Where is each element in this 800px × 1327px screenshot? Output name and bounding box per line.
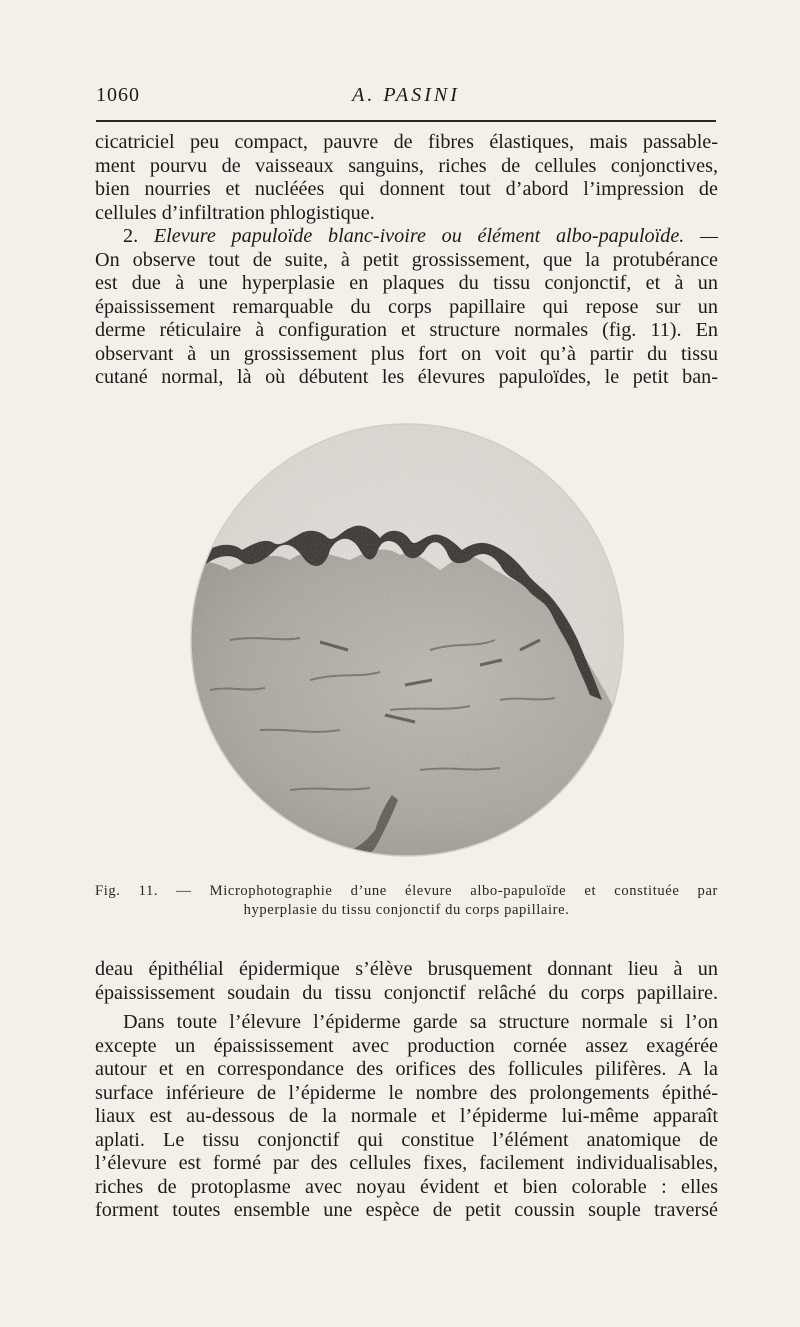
page-header bbox=[96, 84, 716, 114]
text-line: est due à une hyperplasie en plaques du tissu conjonctif, et à un bbox=[95, 272, 718, 294]
page-number: 1060 bbox=[96, 84, 140, 106]
paragraph-4 bbox=[95, 1011, 718, 1223]
figure-caption bbox=[95, 882, 718, 920]
micrograph-figure bbox=[170, 410, 650, 880]
text-line: épaississement remarquable du corps papillaire qui repose sur un bbox=[95, 295, 718, 318]
running-head: A. PASINI bbox=[352, 84, 460, 106]
text-line: liaux est au-dessous de la normale et l’épiderme lui-même apparaît bbox=[95, 1105, 718, 1127]
text-line: autour et en correspondance des orifices des follicules pilifères. A la bbox=[95, 1058, 718, 1080]
paragraph-2 bbox=[95, 225, 718, 390]
text-line: deau épithélial épidermique s’élève brusquement donnant lieu à un bbox=[95, 958, 718, 980]
text-line: excepte un épaississement avec production cornée assez exagérée bbox=[95, 1034, 718, 1057]
caption-line: hyperplasie du tissu conjonctif du corps papillaire. bbox=[243, 902, 570, 918]
text-line: observant à un grossissement plus fort on voit qu’à partir du tissu bbox=[95, 342, 718, 365]
micrograph-image bbox=[170, 410, 650, 880]
text-line: On observe tout de suite, à petit grossissement, que la protubérance bbox=[95, 248, 718, 271]
text-line: bien nourries et nucléées qui donnent tout d’abord l’impression de bbox=[95, 178, 718, 200]
text-line: cicatriciel peu compact, pauvre de fibres élastiques, mais passable- bbox=[95, 131, 718, 153]
text-line: forment toutes ensemble une espèce de petit coussin souple traversé bbox=[95, 1199, 718, 1221]
text-line bbox=[95, 1011, 718, 1035]
text-line: cutané normal, là où débutent les élevures papuloïdes, le petit ban- bbox=[95, 366, 718, 388]
section-heading: Elevure papuloïde blanc-ivoire ou élément albo-papuloïde. — bbox=[153, 225, 719, 247]
text-line: derme réticulaire à configuration et structure normales (fig. 11). En bbox=[95, 319, 718, 341]
text-line-content: Dans toute l’élevure l’épiderme garde sa structure normale si l’on bbox=[123, 1011, 718, 1033]
text-line: aplati. Le tissu conjonctif qui constitue l’élément anatomique de bbox=[95, 1128, 718, 1151]
header-rule bbox=[96, 120, 716, 122]
section-heading-line bbox=[95, 225, 718, 249]
text-line: ment pourvu de vaisseaux sanguins, riches de cellules conjonctives, bbox=[95, 154, 718, 177]
text-line: riches de protoplasme avec noyau évident et bien colorable : elles bbox=[95, 1175, 718, 1198]
paragraph-1 bbox=[95, 131, 718, 225]
section-number: 2. bbox=[123, 225, 139, 247]
text-line: épaississement soudain du tissu conjonctif relâché du corps papillaire. bbox=[95, 981, 718, 1004]
text-line: surface inférieure de l’épiderme le nombre des prolongements épithé- bbox=[95, 1081, 718, 1104]
text-line: l’élevure est formé par des cellules fixes, facilement individualisables, bbox=[95, 1152, 718, 1174]
caption-line: Fig. 11. — Microphotographie d’une élevure albo-papuloïde et constituée par bbox=[95, 883, 718, 899]
text-line: cellules d’infiltration phlogistique. bbox=[95, 201, 375, 224]
paragraph-3 bbox=[95, 958, 718, 1005]
